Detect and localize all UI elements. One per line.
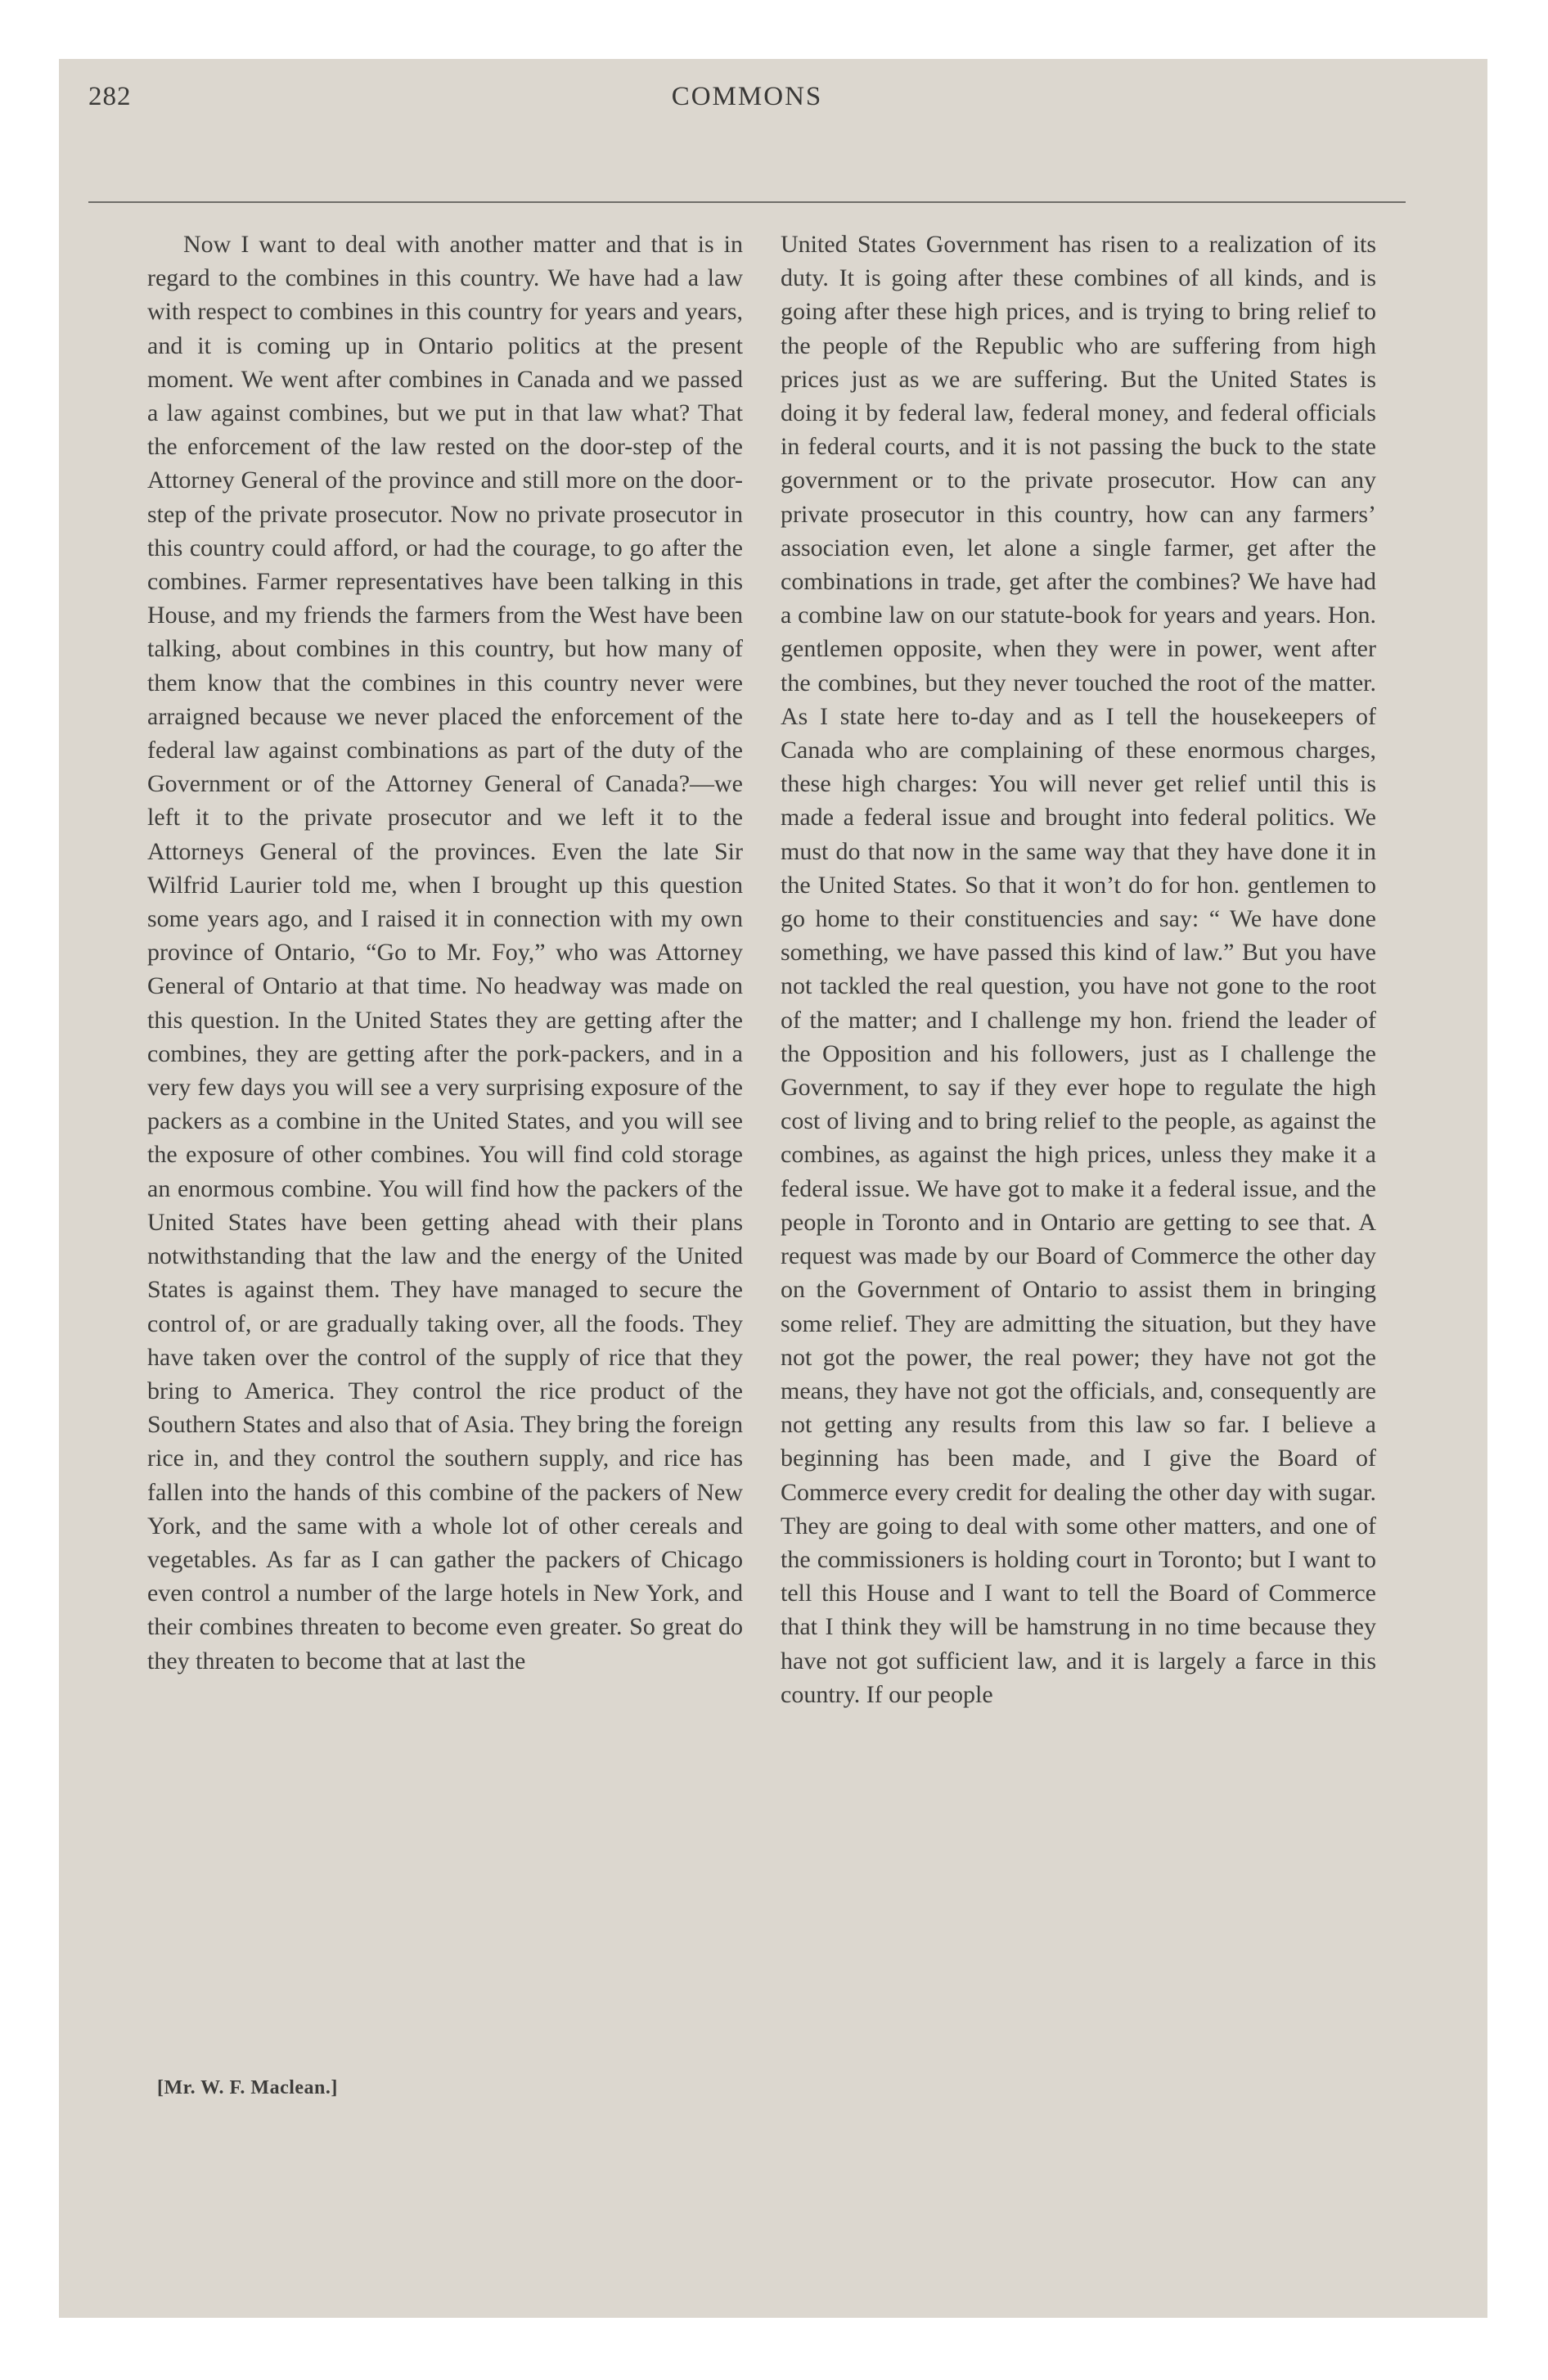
speaker-attribution: [Mr. W. F. Maclean.]	[157, 2077, 338, 2098]
right-column-text: United States Government has risen to a realization of its duty. It is going after these combines of all kinds, and is going after these high prices, and is trying to bring relief to the people of the Republic who are suffering from high prices just as we are suffering. But the United States is doing it by federal law, federal money, and federal officials in federal courts, and it is not passing the buck to the state government or to the private prosecutor. How can any private prosecutor in this country, how can any farmers’ association even, let alone a single farmer, get after the combinations in trade, get after the combines? We have had a combine law on our statute-book for years and years. Hon. gentlemen opposite, when they were in power, went after the combines, but they never touched the root of the matter. As I state here to-day and as I tell the housekeepers of Canada who are complaining of these enormous charges, these high charges: You will never get relief until this is made a federal issue and brought into federal politics. We must do that now in the same way that they have done it in the United States. So that it won’t do for hon. gentlemen to go home to their constituencies and say: “ We have done something, we have passed this kind of law.” But you have not tackled the real question, you have not gone to the root of the matter; and I challenge my hon. friend the leader of the Opposition and his followers, just as I challenge the Government, to say if they ever hope to regulate the high cost of living and to bring relief to the people, as against the combines, as against the high prices, unless they make it a federal issue. We have got to make it a federal issue, and the people in Toronto and in Ontario are getting to see that. A request was made by our Board of Commerce the other day on the Government of Ontario to assist them in bringing some relief. They are admitting the situation, but they have not got the power, the real power; they have not got the means, they have not got the officials, and, consequently are not getting any results from this law so far. I believe a beginning has been made, and I give the Board of Commerce every credit for dealing the other day with sugar. They are going to deal with some other matters, and one of the commissioners is holding court in Toronto; but I want to tell this House and I want to tell the Board of Commerce that I think they will be hamstrung in no time because they have not got sufficient law, and it is largely a farce in this country. If our people	[781, 231, 1376, 1708]
left-column-text: Now I want to deal with another matter and that is in regard to the combines in this country. We have had a law with respect to combines in this country for years and years, and it is coming up in Ontario politics at the present moment. We went after combines in Canada and we passed a law against combines, but we put in that law what? That the enforcement of the law rested on the door-step of the Attorney General of the province and still more on the door-step of the private prosecutor. Now no private prosecutor in this country could afford, or had the courage, to go after the combines. Farmer representatives have been talking in this House, and my friends the farmers from the West have been talking, about combines in this country, but how many of them know that the combines in this country never were arraigned because we never placed the enforcement of the federal law against combinations as part of the duty of the Government or of the Attorney General of Canada?—we left it to the private prosecutor and we left it to the Attorneys General of the provinces. Even the late Sir Wilfrid Laurier told me, when I brought up this question some years ago, and I raised it in connection with my own province of Ontario, “Go to Mr. Foy,” who was Attorney General of Ontario at that time. No headway was made on this question. In the United States they are getting after the combines, they are getting after the pork-packers, and in a very few days you will see a very surprising exposure of the packers as a combine in the United States, and you will see the exposure of other combines. You will find cold storage an enormous combine. You will find how the packers of the United States have been getting ahead with their plans notwithstanding that the law and the energy of the United States is against them. They have managed to secure the control of, or are gradually taking over, all the foods. They have taken over the control of the supply of rice that they bring to America. They control the rice product of the Southern States and also that of Asia. They bring the foreign rice in, and they control the southern supply, and rice has fallen into the hands of this combine of the packers of New York, and the same with a whole lot of other cereals and vegetables. As far as I can gather the packers of Chicago even control a number of the large hotels in New York, and their combines threaten to become even greater. So great do they threaten to become that at last the	[147, 231, 743, 1675]
page-number: 282	[88, 82, 132, 111]
running-head: COMMONS	[671, 82, 823, 111]
header-rule	[88, 201, 1406, 203]
page-header	[88, 82, 1406, 131]
